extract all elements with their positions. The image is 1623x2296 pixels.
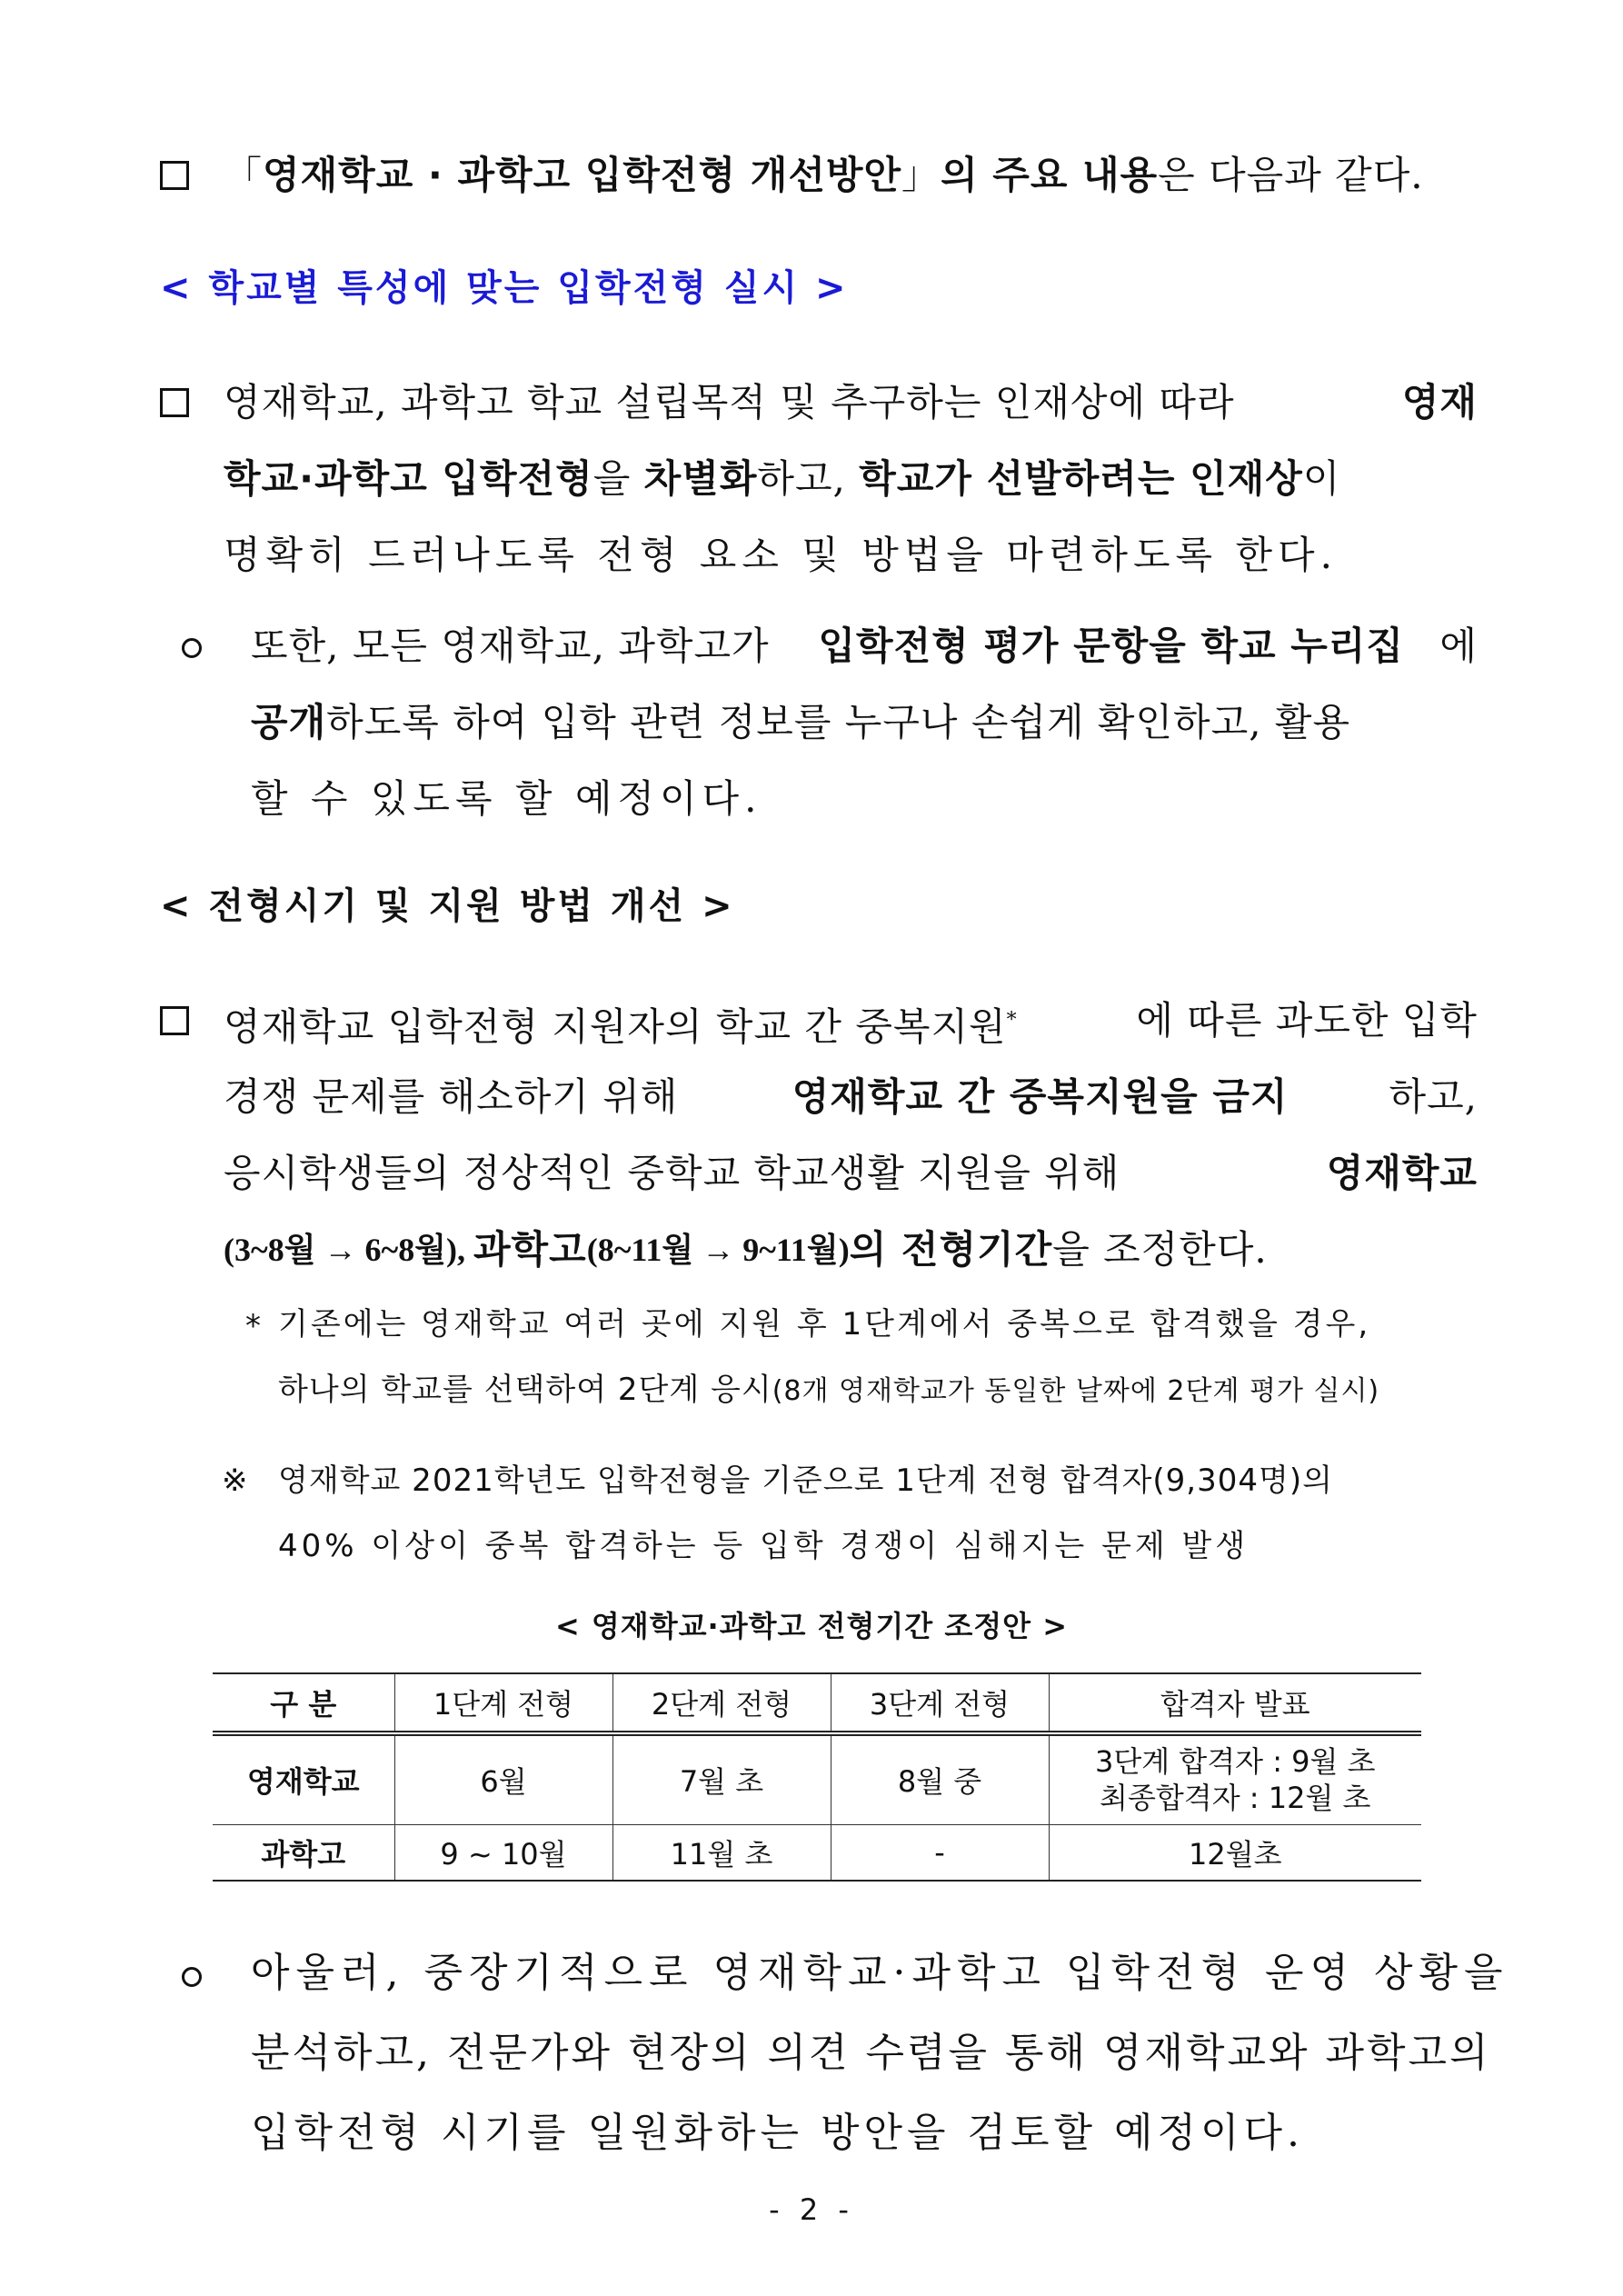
bold-text: (3~8월 → 6~8월), (224, 1232, 473, 1268)
text: 응시학생들의 정상적인 중학교 학교생활 지원을 위해 (224, 1151, 1133, 1195)
table-cell: 11월 초 (612, 1824, 831, 1881)
checkbox-square-icon (160, 1006, 189, 1035)
checkbox-square-icon (160, 388, 189, 417)
reference-mark: ※ (222, 1462, 249, 1499)
table-cell: 7월 초 (612, 1733, 831, 1824)
note-line2: 40% 이상이 중복 합격하는 등 입학 경쟁이 심해지는 문제 발생 (278, 1528, 1250, 1564)
text: 을 조정한다. (1052, 1227, 1268, 1272)
text: 하나의 학교를 선택하여 2단계 응시 (278, 1372, 772, 1408)
text: (8개 영재학교가 동일한 날짜에 2단계 평가 실시) (772, 1375, 1380, 1407)
bold-text: 공개 (251, 700, 327, 744)
header-cell: 3단계 전형 (831, 1673, 1049, 1733)
bold-text: 학교·과학고 입학전형 (224, 456, 593, 501)
s1-line2 (251, 698, 1478, 747)
page-number: - 2 - (769, 2192, 854, 2227)
close-quote: 」 (901, 153, 941, 197)
circle-bullet-icon (182, 638, 202, 658)
bold-text: 영재학교 (1326, 1151, 1478, 1195)
text: 하고, (757, 456, 860, 501)
bold-text: 입학전형 평가 문항을 학교 누리집 (818, 624, 1404, 668)
table-cell: 12월초 (1049, 1824, 1421, 1881)
table-row (213, 1824, 1421, 1881)
bold-text: (8~11월 → 9~11월) (586, 1232, 850, 1268)
p2-line3 (224, 1149, 1478, 1198)
checkbox-square-icon (160, 161, 189, 190)
text (224, 996, 1018, 1052)
text: 하고, (1389, 1074, 1478, 1119)
text: 영재학교 입학전형 지원자의 학교 간 중복지원 (224, 1004, 1007, 1049)
result-line: 최종합격자 : 12월 초 (1100, 1781, 1371, 1816)
note-line1: 영재학교 2021학년도 입학전형을 기준으로 1단계 전형 합격자(9,304명)의 (278, 1462, 1333, 1499)
table-cell (1049, 1733, 1421, 1824)
table-cell: 9 ~ 10월 (394, 1824, 612, 1881)
bold-text: 영재학교 간 중복지원을 금지 (792, 1074, 1289, 1119)
intro-title: 영재학교 · 과학고 입학전형 개선방안 (263, 153, 902, 197)
text: 경쟁 문제를 해소하기 위해 (224, 1074, 692, 1119)
bold-text: 의 전형기간 (849, 1227, 1053, 1272)
table-header-row (213, 1673, 1421, 1733)
p1-line2 (224, 454, 1478, 504)
row-label: 과학고 (213, 1824, 394, 1881)
table-row (213, 1733, 1421, 1824)
bold-text: 차별화 (643, 456, 758, 501)
section1-heading: < 학교별 특성에 맞는 입학전형 실시 > (160, 267, 849, 309)
closing-line1: 아울러, 중장기적으로 영재학교·과학고 입학전형 운영 상황을 (251, 1950, 1509, 1996)
section2-heading: < 전형시기 및 지원 방법 개선 > (160, 885, 735, 927)
closing-line2: 분석하고, 전문가와 현장의 의견 수렴을 통해 영재학교와 과학고의 (251, 2030, 1491, 2076)
closing-line3: 입학전형 시기를 일원화하는 방안을 검토할 예정이다. (251, 2110, 1305, 2156)
table-cell: 6월 (394, 1733, 612, 1824)
intro-rest: 은 다음과 같다. (1158, 153, 1424, 197)
footnote-mark: * (245, 1308, 262, 1344)
text: 하도록 하여 입학 관련 정보를 누구나 손쉽게 확인하고, 활용 (326, 700, 1351, 744)
bold-text: 학교가 선발하려는 인재상 (859, 456, 1303, 501)
p1-line1 (224, 378, 1478, 427)
open-quote: 「 (224, 153, 264, 197)
text: 또한, 모든 영재학교, 과학고가 (251, 624, 782, 668)
header-cell: 합격자 발표 (1049, 1673, 1421, 1733)
header-cell: 구 분 (213, 1673, 394, 1733)
p2-line2 (224, 1073, 1478, 1122)
p1-line3: 명확히 드러나도록 전형 요소 및 방법을 마련하도록 한다. (224, 533, 1338, 577)
header-cell: 1단계 전형 (394, 1673, 612, 1733)
table-cell: 8월 중 (831, 1733, 1049, 1824)
bold-text: 과학고 (473, 1227, 587, 1272)
circle-bullet-icon (182, 1967, 202, 1987)
text: 영재학교, 과학고 학교 설립목적 및 추구하는 인재상에 따라 (224, 380, 1248, 424)
row-label: 영재학교 (213, 1733, 394, 1824)
header-cell: 2단계 전형 (612, 1673, 831, 1733)
text: 이 (1302, 456, 1341, 501)
text: 에 따른 과도한 입학 (1136, 998, 1478, 1043)
footnote-line1: 기존에는 영재학교 여러 곳에 지원 후 1단계에서 중복으로 합격했을 경우, (278, 1306, 1371, 1343)
table-cell: - (831, 1824, 1049, 1881)
bold-text: 영재 (1401, 380, 1478, 424)
intro-main: 의 주요 내용 (941, 153, 1159, 197)
footnote-marker: * (1006, 1009, 1018, 1032)
text: 을 (592, 456, 644, 501)
p2-line4 (224, 1225, 1268, 1274)
s1-line3: 할 수 있도록 할 예정이다. (251, 776, 762, 821)
intro-line (224, 151, 1424, 200)
p2-line1 (224, 996, 1478, 1052)
result-line: 3단계 합격자 : 9월 초 (1094, 1744, 1376, 1780)
schedule-table (213, 1672, 1421, 1882)
footnote-line2 (278, 1369, 1379, 1413)
table-caption: < 영재학교·과학고 전형기간 조정안 > (554, 1609, 1069, 1643)
text: 에 (1439, 624, 1478, 668)
s1-line1 (251, 622, 1478, 671)
